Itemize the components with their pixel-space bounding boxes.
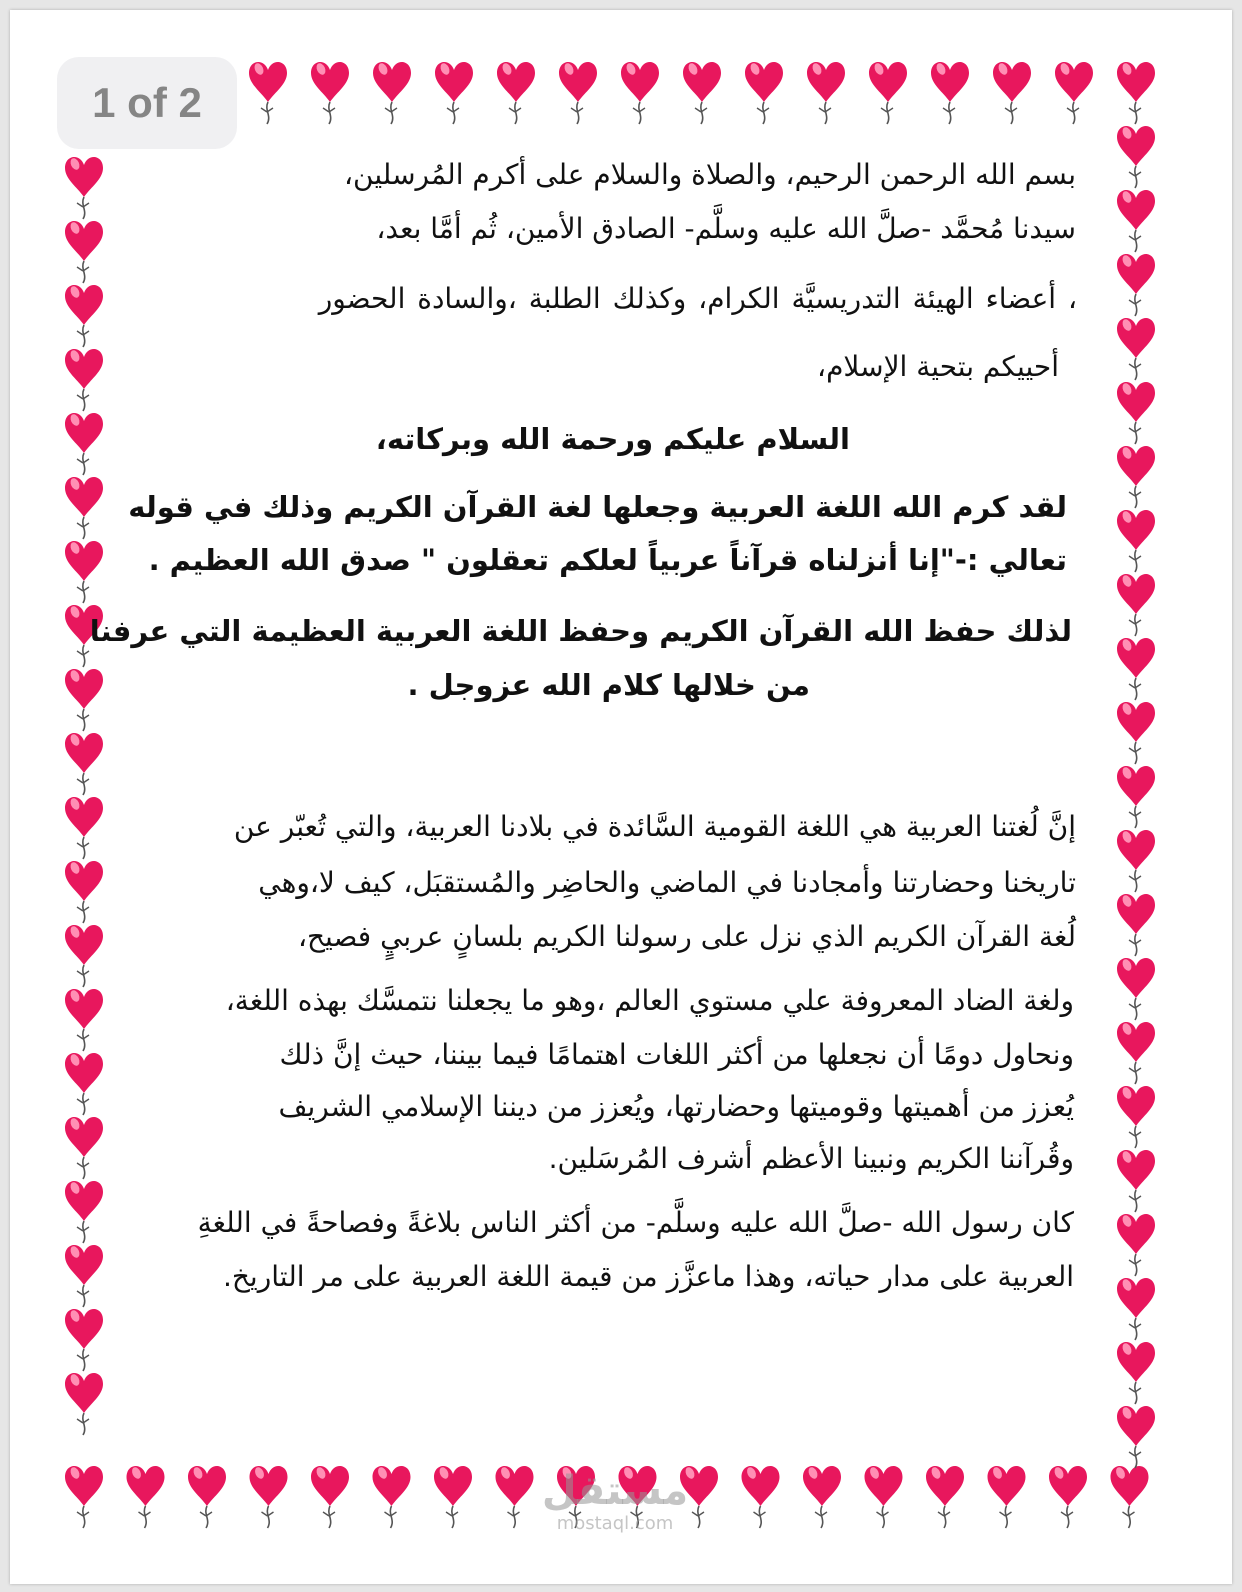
heart-balloon-icon [1117,1342,1155,1404]
heart-balloon-icon [1117,894,1155,956]
heart-balloon-icon [1117,254,1155,316]
heart-balloon-icon [65,221,103,283]
heart-balloon-icon [496,1466,534,1528]
heart-balloon-icon [127,1466,165,1528]
heart-balloon-icon [803,1466,841,1528]
heart-balloon-icon [1117,958,1155,1020]
heart-balloon-icon [1117,702,1155,764]
para3-line-2: تاريخنا وحضارتنا وأمجادنا في الماضي والحاضِر والمُستقبَل، كيف لا،وهي [258,866,1076,899]
heart-balloon-icon [988,1466,1026,1528]
watermark-latin: mostaql.com [556,1513,674,1534]
para5-line-1: كان رسول الله -صلَّ الله عليه وسلَّم- من أكثر الناس بلاغةً وفصاحةً في اللغةِ [197,1206,1074,1239]
heart-balloon-icon [497,62,535,124]
heart-balloon-icon [931,62,969,124]
para4-line-4: وقُرآننا الكريم ونبينا الأعظم أشرف المُرسَلين. [548,1142,1074,1175]
heart-balloon-icon [434,1466,472,1528]
heart-balloon-icon [1117,62,1155,124]
heart-balloon-icon [1117,1022,1155,1084]
heart-balloon-icon [1111,1466,1149,1528]
heart-balloon-icon [188,1466,226,1528]
heart-balloon-icon [1117,318,1155,380]
heart-balloon-icon [807,62,845,124]
heart-balloon-icon [1117,766,1155,828]
para1-line-1: لقد كرم الله اللغة العربية وجعلها لغة القرآن الكريم وذلك في قوله [128,490,1067,524]
heart-balloon-icon [65,1053,103,1115]
heart-balloon-icon [250,1466,288,1528]
heart-balloon-icon [1117,1150,1155,1212]
heart-balloon-icon [65,1373,103,1435]
heart-balloon-icon [742,1466,780,1528]
heart-balloon-icon [1117,830,1155,892]
heart-balloon-icon [65,1181,103,1243]
heart-balloon-icon [1117,1406,1155,1468]
page-counter: 1 of 2 [57,57,237,149]
heart-balloon-icon [65,541,103,603]
heart-balloon-icon [869,62,907,124]
para2-line-2: من خلالها كلام الله عزوجل . [407,668,810,702]
para5-line-2: العربية على مدار حياته، وهذا ماعزَّز من قيمة اللغة العربية على مر التاريخ. [222,1260,1074,1293]
heart-balloon-icon [993,62,1031,124]
heart-balloon-icon [65,157,103,219]
opening-line-1: بسم الله الرحمن الرحيم، والصلاة والسلام على أكرم المُرسلين، [344,158,1076,191]
heart-balloon-icon [435,62,473,124]
heart-balloon-icon [1117,1278,1155,1340]
heart-balloon-icon [1117,638,1155,700]
heart-balloon-icon [1117,574,1155,636]
para3-line-1: إنَّ لُغتنا العربية هي اللغة القومية السَّائدة في بلادنا العربية، والتي تُعبّر عن [233,810,1076,843]
heart-balloon-icon [65,733,103,795]
heart-balloon-icon [1117,1214,1155,1276]
heart-balloon-icon [65,1117,103,1179]
heart-balloon-icon [311,62,349,124]
heart-balloon-icon [65,989,103,1051]
heart-balloon-icon [65,1466,103,1528]
watermark-arabic: مستقل [541,1468,689,1514]
heart-balloon-icon [1117,446,1155,508]
heart-balloon-icon [65,1245,103,1307]
para4-line-3: يُعزز من أهميتها وقوميتها وحضارتها، ويُعزز من ديننا الإسلامي الشريف [278,1090,1074,1123]
heart-balloon-icon [1049,1466,1087,1528]
heart-balloon-icon [65,413,103,475]
heart-balloon-icon [311,1466,349,1528]
greeting: السلام عليكم ورحمة الله وبركاته، [375,422,850,456]
heart-balloon-icon [65,477,103,539]
heart-balloon-icon [65,669,103,731]
para1-line-2: تعالي :-"إنا أنزلناه قرآناً عربياً لعلكم تعقلون " صدق الله العظيم . [148,543,1067,577]
heart-balloon-icon [926,1466,964,1528]
para3-line-3: لُغة القرآن الكريم الذي نزل على رسولنا الكريم بلسانٍ عربيٍ فصيح، [297,920,1076,953]
para4-line-1: ولغة الضاد المعروفة علي مستوي العالم ،وهو ما يجعلنا نتمسَّك بهذه اللغة، [225,984,1074,1017]
heart-balloon-icon [373,62,411,124]
heart-balloon-icon [65,797,103,859]
heart-balloon-icon [1117,382,1155,444]
heart-balloon-icon [373,1466,411,1528]
heart-balloon-icon [1055,62,1093,124]
heart-balloon-icon [65,349,103,411]
heart-balloon-icon [621,62,659,124]
heart-balloon-icon [65,1309,103,1371]
mostaql-watermark [540,1468,690,1534]
heart-balloon-icon [65,285,103,347]
heart-balloon-icon [865,1466,903,1528]
heart-balloon-icon [1117,510,1155,572]
heart-balloon-icon [1117,190,1155,252]
heart-balloon-icon [1117,126,1155,188]
heart-balloon-icon [683,62,721,124]
heart-balloon-icon [559,62,597,124]
heart-balloon-icon [1117,1086,1155,1148]
address-line: ، أعضاء الهيئة التدريسيَّة الكرام، وكذلك الطلبة ،والسادة الحضور [318,282,1077,315]
heart-balloon-icon [65,925,103,987]
para4-line-2: ونحاول دومًا أن نجعلها من أكثر اللغات اهتمامًا فيما بيننا، حيث إنَّ ذلك [279,1038,1074,1071]
greeting-intro: أحييكم بتحية الإسلام، [817,350,1059,383]
heart-balloon-icon [745,62,783,124]
heart-balloon-icon [249,62,287,124]
heart-balloon-icon [65,861,103,923]
opening-line-2: سيدنا مُحمَّد -صلَّ الله عليه وسلَّم- الصادق الأمين، ثُم أمَّا بعد، [376,212,1076,245]
para2-line-1: لذلك حفظ الله القرآن الكريم وحفظ اللغة العربية العظيمة التي عرفنا [89,614,1072,648]
